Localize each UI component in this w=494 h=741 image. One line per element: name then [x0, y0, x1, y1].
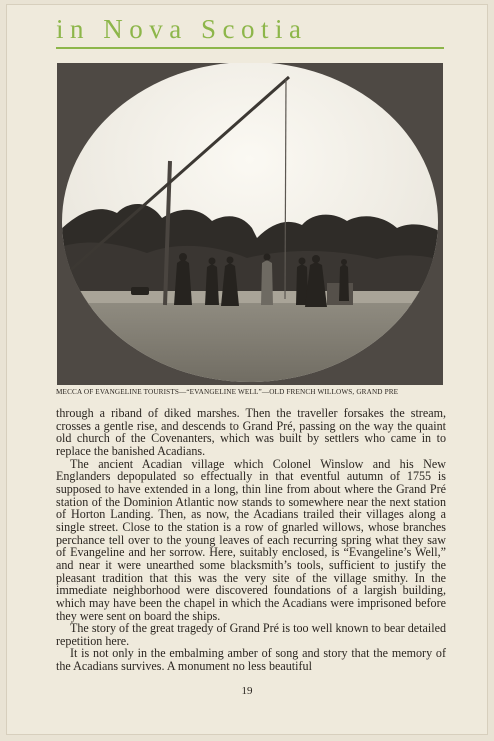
evangeline-well-photo [57, 63, 443, 385]
paragraph: The ancient Acadian village which Colonel Winslow and his New Englanders depopulated so effectually in that eventful autumn of 1755 is supposed to have extended in a long, thin line from about where the Grand Pré station of the Dominion Atlantic now stands to somewhere near the next station of Horton Landing. Then, as now, the Acadians trailed their villages along a single street. Close to the station is a row of gnarled willows, whose branches perchance tell over to the young leaves of each recurring spring what they saw of Evangeline and her sorrow. Here, suitably enclosed, is “Evangeline’s Well,” and near it were unearthed some blacksmith’s tools, sufficient to justify the pleasant tradition that this was the very site of the village smithy. In the immediate neighborhood were discovered foundations of a largish building, which may have been the chapel in which the Acadians were imprisoned before they were sent on board the ships. [56, 456, 446, 623]
paragraph: through a riband of diked marshes. Then the traveller forsakes the stream, crosses a gentle rise, and descends to Grand Pré, passing on the way the quaint old church of the Covenanters, which was built by settlers who came in to replace the banished Acadians. [56, 406, 446, 458]
header-rule [56, 47, 444, 49]
paragraph: The story of the great tragedy of Grand Pré is too well known to bear detailed repetition here. [56, 621, 446, 648]
figure-caption: MECCA OF EVANGELINE TOURISTS—“EVANGELINE WELL”—OLD FRENCH WILLOWS, GRAND PRE [56, 388, 399, 396]
article-body [56, 407, 446, 673]
photograph-plate [57, 63, 443, 385]
running-title: in Nova Scotia [56, 14, 308, 44]
page-number: 19 [241, 685, 253, 697]
paragraph: It is not only in the embalming amber of song and story that the memory of the Acadians survives. A monument no less beautiful [56, 646, 446, 674]
